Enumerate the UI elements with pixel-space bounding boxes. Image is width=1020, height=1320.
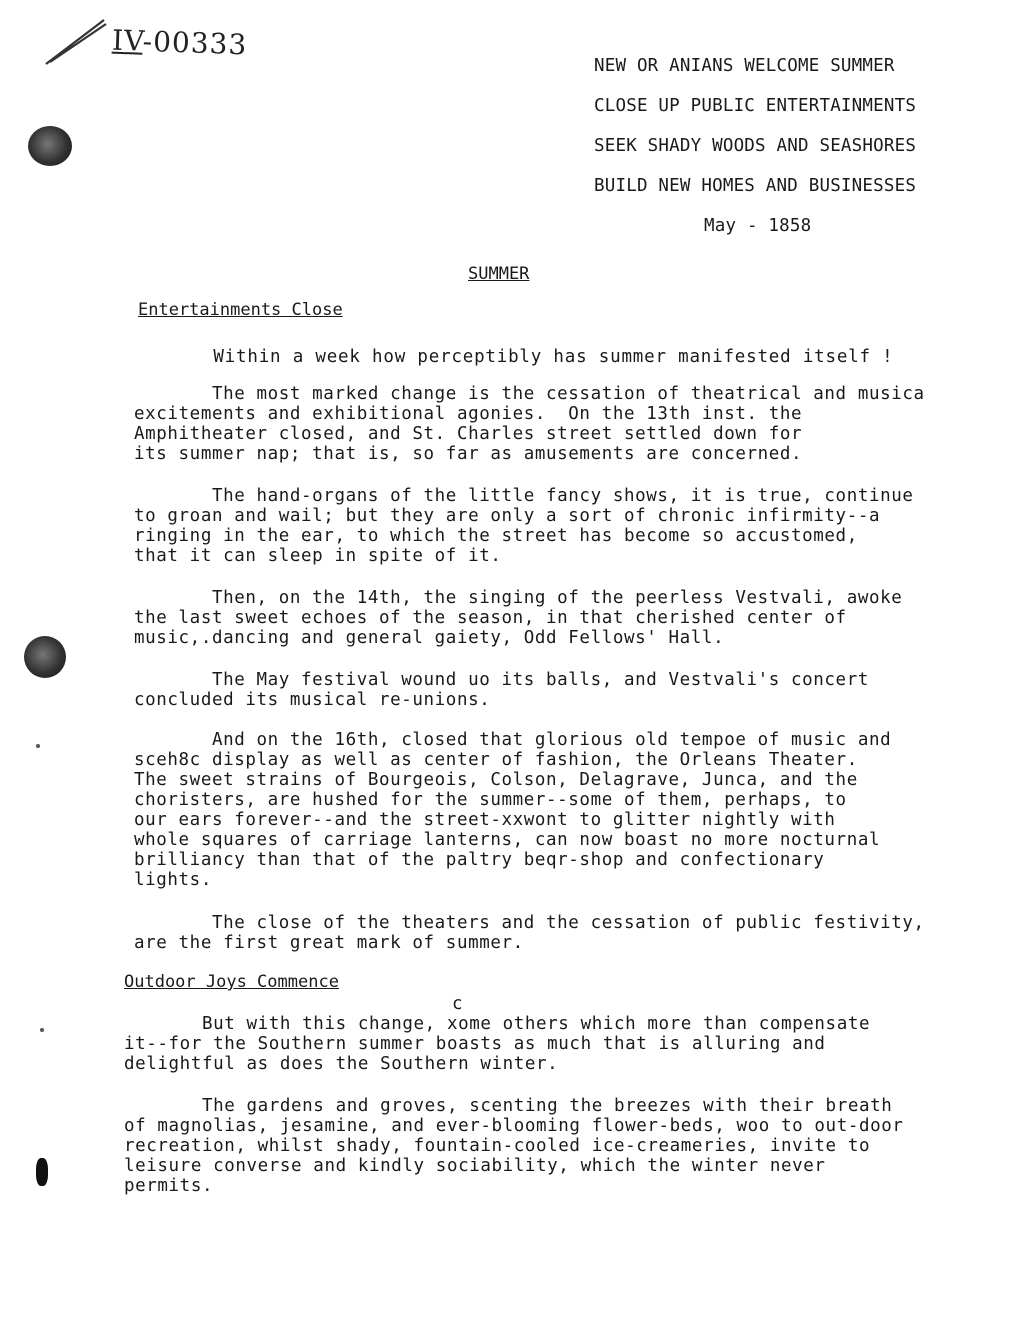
punch-hole-top: [28, 126, 72, 166]
paragraph: The hand-organs of the little fancy shows, it is true, continue to groan and wail; but they are only a sort of chronic infirmity--a ringing in the ear, to which the street has become so accustomed, that it can sleep in spite of it.: [134, 486, 914, 566]
header-line: SEEK SHADY WOODS AND SEASHORES: [594, 136, 917, 156]
header-date: May - 1858: [704, 216, 812, 236]
header-line: NEW OR ANIANS WELCOME SUMMER: [594, 56, 895, 76]
speck-mark: [40, 1028, 44, 1032]
punch-hole-bottom: [36, 1158, 48, 1186]
handwritten-correction: c: [452, 994, 464, 1014]
archive-number-roman: IV: [111, 23, 144, 58]
archive-number-digits: -00333: [142, 24, 248, 62]
paragraph: And on the 16th, closed that glorious old tempoe of music and sceh8c display as well as center of fashion, the Orleans Theater. The sweet strains of Bourgeois, Colson, Delagrave, Junca, and the choristers, are hushed for the summer--some of them, perhaps, to our ears forever--and the street-xxwont to glitter nightly with whole squares of carriage lanterns, can now boast no more nocturnal brilliancy than that of the paltry beqr-shop and confectionary lights.: [134, 730, 892, 890]
paragraph: Within a week how perceptibly has summer manifested itself !: [134, 347, 894, 367]
paragraph: The close of the theaters and the cessation of public festivity, are the first great mark of summer.: [134, 913, 925, 953]
paragraph: The May festival wound uo its balls, and Vestvali's concert concluded its musical re-unions.: [134, 670, 869, 710]
speck-mark: [36, 744, 40, 748]
paragraph: But with this change, xome others which more than compensate it--for the Southern summer boasts as much that is alluring and delightful as does the Southern winter.: [124, 1014, 871, 1074]
subheading-outdoor: Outdoor Joys Commence: [124, 972, 339, 992]
paragraph: The most marked change is the cessation of theatrical and musica excitements and exhibitional agonies. On the 13th inst. the Amphitheater closed, and St. Charles street settled down for its summer nap; that is, so far as amusements are concerned.: [134, 384, 925, 464]
punch-hole-middle: [24, 636, 66, 678]
header-block: [594, 46, 994, 246]
archive-number: [111, 24, 247, 62]
header-line: CLOSE UP PUBLIC ENTERTAINMENTS: [594, 96, 917, 116]
paragraph: The gardens and groves, scenting the breezes with their breath of magnolias, jesamine, and ever-blooming flower-beds, woo to out-door recreation, whilst shady, fountain-cooled ice-creameries, invite to leisure converse and kindly sociability, which the winter never permits.: [124, 1096, 904, 1196]
pen-stroke-mark: [42, 16, 112, 68]
paragraph: Then, on the 14th, the singing of the peerless Vestvali, awoke the last sweet echoes of the season, in that cherished center of music,.dancing and general gaiety, Odd Fellows' Hall.: [134, 588, 903, 648]
subheading-entertainments: Entertainments Close: [138, 300, 343, 320]
header-line: BUILD NEW HOMES AND BUSINESSES: [594, 176, 917, 196]
section-title: SUMMER: [468, 264, 530, 284]
